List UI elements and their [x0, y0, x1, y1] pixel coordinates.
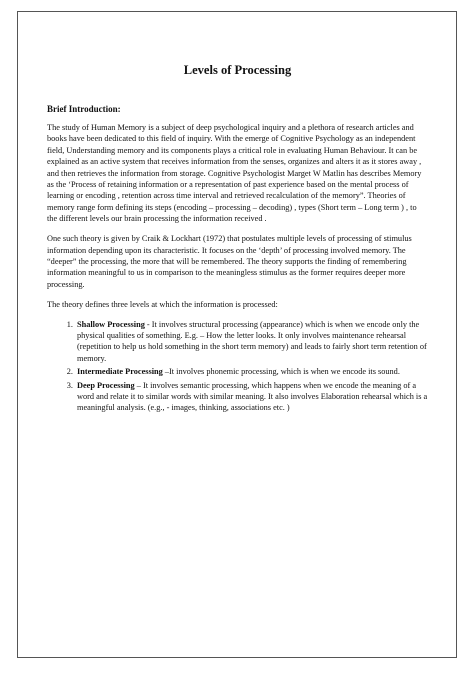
- list-item-deep: [75, 380, 428, 414]
- list-item-intermediate: [75, 366, 428, 377]
- theory-paragraph: One such theory is given by Craik & Lockhart (1972) that postulates multiple levels of processing of stimulus information depending upon its characteristic. It focuses on the ‘depth’ of processing involved memory. The “deeper” the processing, the more that will be remembered. The theory supports the finding of remembering information meaningful to us in comparison to the meaningless stimulus as the former requires deeper more processing.: [47, 234, 412, 289]
- level-description: – It involves semantic processing, which happens when we encode the meaning of a word and relate it to similar words with similar meaning. It also involves Elaboration rehearsal which is a meaningful analysis. (e.g., - images, thinking, associations etc. ): [77, 380, 428, 413]
- level-name: Deep Processing: [77, 380, 135, 390]
- level-name: Shallow Processing: [77, 319, 145, 329]
- levels-intro-paragraph: The theory defines three levels at which the information is processed:: [47, 299, 278, 309]
- level-name: Intermediate Processing: [77, 367, 163, 377]
- levels-list: [47, 319, 428, 414]
- list-item-shallow: [75, 319, 428, 365]
- level-description: - It involves structural processing (appearance) which is when we encode only the physical qualities of something. E.g. – How the letter looks. It only involves maintenance rehearsal (repetition to help us hold something in the short term memory) and leads to fairly short term retention of memory.: [77, 319, 427, 363]
- intro-heading: Brief Introduction:: [47, 104, 121, 114]
- document-page: [17, 11, 457, 658]
- level-description: –It involves phonemic processing, which is when we encode its sound.: [162, 367, 400, 377]
- intro-paragraph: The study of Human Memory is a subject of deep psychological inquiry and a plethora of research articles and books have been dedicated to this field of inquiry. With the emerge of Cognitive Psychology as an independent field, Understanding memory and its components plays a critical role in evaluating Human Behaviour. It can be explained as an active system that receives information from the senses, organizes and alters it as it stores away , and then retrieves the information from storage. Cognitive Psychologist Marget W Matlin has describes Memory as the ‘Process of retaining information or a representation of past experience based on the mental process of learning or encoding , retention across time interval and retrieved recalculation of the memory”. Theories of memory range form defining its steps (encoding – processing – decoding) , types (Short term – Long term ) , to the different levels our brain processing the information received .: [47, 123, 422, 224]
- document-title: Levels of Processing: [183, 63, 292, 77]
